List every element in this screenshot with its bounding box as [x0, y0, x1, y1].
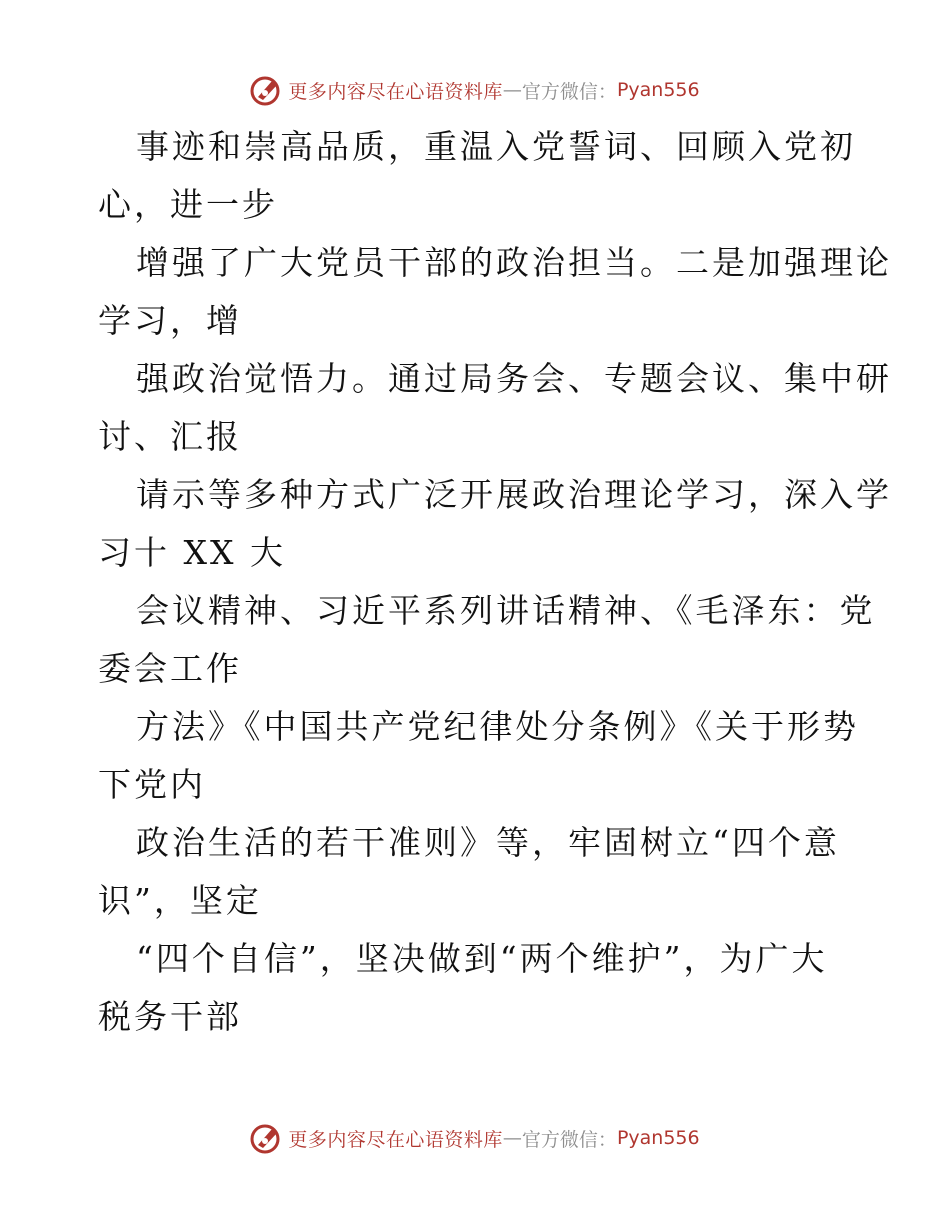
pen-nib-logo-icon [250, 73, 284, 107]
footer-watermark-banner [0, 1118, 950, 1158]
text-line: 政治生活的若干准则》等，牢固树立“四个意 [136, 823, 840, 862]
text-line: “四个自信”，坚决做到“两个维护”，为广大 [136, 939, 828, 978]
pen-nib-logo-icon [250, 1121, 284, 1155]
banner-wechat-id: Pyan556 [616, 1127, 700, 1149]
text-line: 委会工作 [98, 649, 242, 688]
text-line: 增强了广大党员干部的政治担当。二是加强理论 [136, 243, 892, 282]
banner-dash: — [502, 79, 522, 101]
text-line: 下党内 [98, 765, 206, 804]
banner-dash: — [502, 1127, 522, 1149]
text-line: 习十 XX 大 [98, 533, 286, 572]
banner-text: 更多内容尽在心语资料库 [288, 80, 503, 103]
text-line: 学习，增 [98, 301, 242, 340]
banner-wechat-label: 官方微信： [521, 80, 617, 103]
text-line: 事迹和崇高品质，重温入党誓词、回顾入党初 [136, 127, 856, 166]
text-line: 心，进一步 [98, 185, 278, 224]
text-line: 方法》《中国共产党纪律处分条例》《关于形势 [136, 707, 859, 746]
banner-wechat-label: 官方微信： [521, 1128, 617, 1151]
header-watermark-banner [0, 70, 950, 110]
text-line: 请示等多种方式广泛开展政治理论学习，深入学 [136, 475, 892, 514]
banner-text: 更多内容尽在心语资料库 [288, 1128, 503, 1151]
text-line: 税务干部 [98, 997, 242, 1036]
text-line: 会议精神、习近平系列讲话精神、《毛泽东：党 [136, 591, 876, 630]
text-line: 讨、汇报 [98, 417, 242, 456]
text-line: 强政治觉悟力。通过局务会、专题会议、集中研 [136, 359, 892, 398]
text-line: 识”，坚定 [98, 881, 262, 920]
banner-wechat-id: Pyan556 [616, 79, 700, 101]
